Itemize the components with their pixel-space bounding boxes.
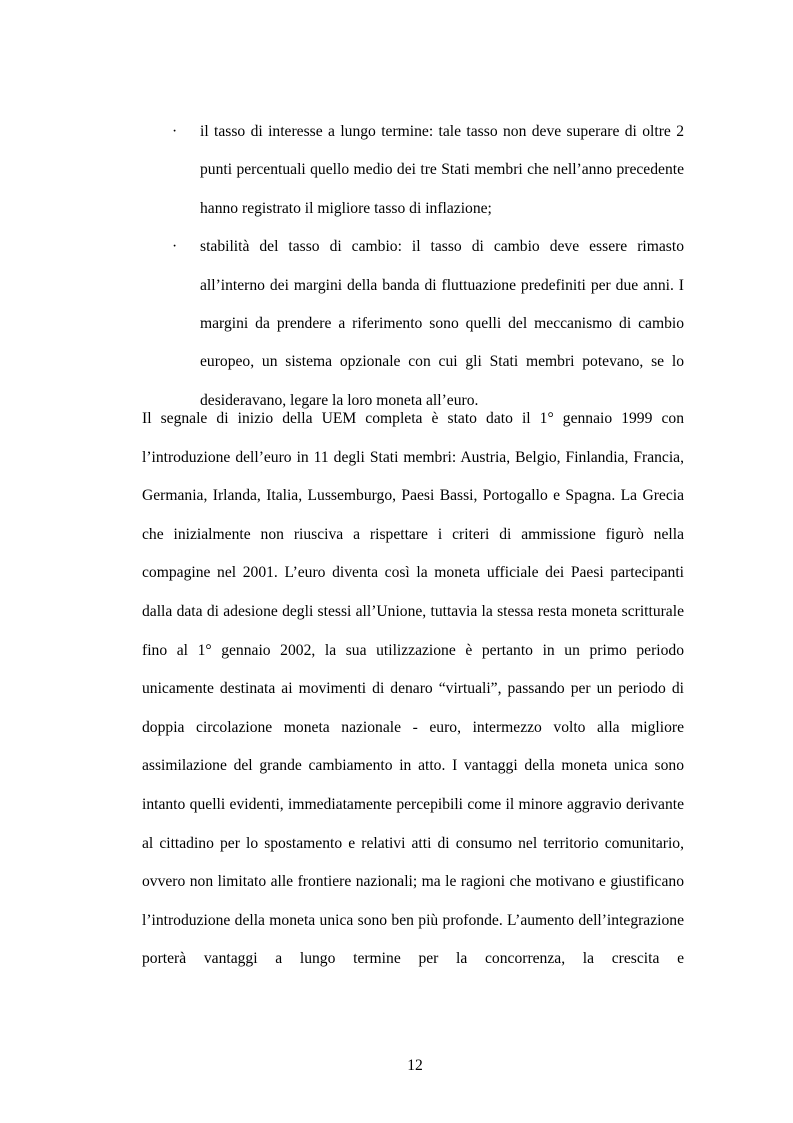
bullet-marker: · bbox=[172, 238, 178, 256]
body-paragraph: Il segnale di inizio della UEM completa è stato dato il 1° gennaio 1999 con l’introduzione dell’euro in 11 degli Stati membri: Austria, Belgio, Finlandia, Francia, Germania, Irlanda, Italia, Lussemburgo, Paesi Bassi, Portogallo e Spagna. La Grecia che inizialmente non riusciva a rispettare i criteri di ammissione figurò nella compagine nel 2001. L’euro diventa così la moneta ufficiale dei Paesi partecipanti dalla data di adesione degli stessi all’Unione, tuttavia la stessa resta moneta scritturale fino al 1° gennaio 2002, la sua utilizzazione è pertanto in un primo periodo unicamente destinata ai movimenti di denaro “virtuali”, passando per un periodo di doppia circolazione moneta nazionale - euro, intermezzo volto alla migliore assimilazione del grande cambiamento in atto. I vantaggi della moneta unica sono intanto quelli evidenti, immediatamente percepibili come il minore aggravio derivante al cittadino per lo spostamento e relativi atti di consumo nel territorio comunitario, ovvero non limitato alle frontiere nazionali; ma le ragioni che motivano e giustificano l’introduzione della moneta unica sono ben più profonde. L’aumento dell’integrazione porterà vantaggi a lungo termine per la concorrenza, la crescita e bbox=[142, 410, 684, 968]
bullet-marker: · bbox=[172, 123, 178, 140]
page-number: 12 bbox=[407, 1057, 423, 1074]
bullet-text: stabilità del tasso di cambio: il tasso di cambio deve essere rimasto all’interno dei margini della banda di fluttuazione predefiniti per due anni. I margini da prendere a riferimento sono quelli del meccanismo di cambio europeo, un sistema opzionale con cui gli Stati membri potevano, se lo desideravano, legare la loro moneta all’euro. bbox=[200, 238, 684, 409]
bullet-text: il tasso di interesse a lungo termine: tale tasso non deve superare di oltre 2 punti percentuali quello medio dei tre Stati membri che nell’anno precedente hanno registrato il migliore tasso di inflazione; bbox=[200, 123, 684, 217]
bullet-item-exchange-rate bbox=[172, 228, 684, 420]
bullet-item-interest-rate bbox=[172, 113, 684, 228]
criteria-bullet-list bbox=[172, 113, 684, 420]
